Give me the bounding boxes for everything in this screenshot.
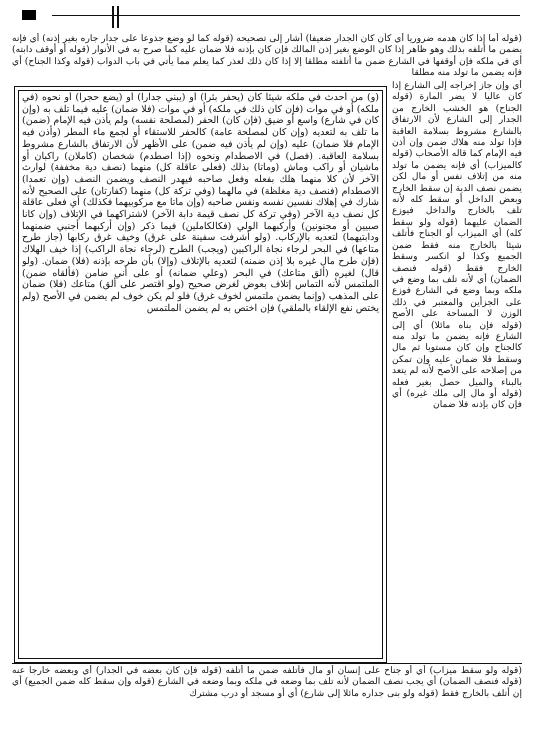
header-rule-tick [117, 6, 119, 28]
main-text-block: (و) من أحدث في ملكه شيئا كأن (يحفر بئرا) أو (يبني جدارا) أو (يضع حجرا) أو نحوه (في ملكه) أو في موات (فإن كان ذلك في ملكه) أو في موات (فلا ضمان) عليه فيما تلف به (وإن كان في شارع) واسع أو ضيق (فإن كان) الحفر (لمصلحة نفسه) ولم يأذن فيه الإمام (ضمن) ما تلف به لتعديه (وإن كان لمصلحة عامة) كالحفر للاستقاء أو لجمع ماء المطر (وأذن فيه الإمام فلا ضمان) عليه (وإن لم يأذن فيه ضمن) على الأظهر لأن الارتفاق بالشارع مشروط بسلامة العاقبة. (فصل) في الاصطدام ونحوه (إذا اصطدم) شخصان (كاملان) راكبان أو ماشيان أو راكب وماش (وماتا) بذلك (فعلى عاقلة كل) منهما (نصف دية مخففة) لوارث الآخر لأن كلا منهما هلك بفعله وفعل صاحبه فيهدر النصف ويضمن النصف (وإن تعمدا) الاصطدام (فنصف دية مغلظة) في مالهما (وفي تركة كل) منهما (كفارتان) على الصحيح لأنه شارك في إهلاك نفسين نفسه ونفس صاحبه (وإن ماتا مع مركوبيهما فكذلك) أي فعلى عاقلة كل نصف دية الآخر (وفي تركة كل نصف قيمة دابة الآخر) لاشتراكهما في الإتلاف (وإن كانا صبيين أو مجنونين) وأركبهما الولي (فكالكاملين) فيما ذكر (وإن أركبهما أجنبي ضمنهما ودابتيهما) لتعديه بالإركاب. (ولو أشرفت سفينة على غرق) وخيف غرق ركابها (جاز طرح متاعها) في البحر لرجاء نجاة الراكبين (ويجب) الطرح (لرجاء نجاة الراكب) إذا خيف الهلاك (فإن طرح مال غيره بلا إذن ضمنه) لتعديه بالإتلاف (وإلا) بأن طرحه بإذنه (فلا) ضمان. (ولو قال) لغيره (ألق متاعك) في البحر (وعلي ضمانه) أو على أني ضامن (فألقاه ضمن) الملتمس لأنه التماس إتلاف بعوض لغرض صحيح (ولو اقتصر على ألق) متاعك (فلا) ضمان على المذهب (وإنما يضمن ملتمس لخوف غرق) فلو لم يكن خوف لم يضمن في الأصح (ولم يختص نفع الإلقاء بالملقي) فإن اختص به لم يضمن الملتمس [22, 92, 379, 314]
header-rule-tick [112, 6, 114, 28]
bottom-margin-commentary: (قوله ولو سقط ميزاب) أي أو جناح على إنسان أو مال فأتلفه ضمن ما أتلفه (قوله فإن كان بعضه في الجدار) أي وبعضه خارجا عنه (قوله فنصف الضمان) أي يجب نصف الضمان لأنه تلف بما وضعه في ملكه وبما وضعه في الشارع (قوله وإن سقط كله ضمن الجميع) أي إن أتلف بالخارج فقط (قوله ولو بنى جداره مائلا إلى شارع) أي أو مسجد أو درب مشترك [12, 665, 522, 699]
corner-ink-mark [22, 10, 36, 20]
header-rule [52, 15, 520, 16]
side-margin-commentary: أي وإن جاز إخراجه إلى الشارع إذا كان عاليا لا يضر المارة (قوله الجناح) هو الخشب الخارج من الجدار إلى الشارع لأن الارتفاق بالشارع مشروط بسلامة العاقبة فإذا تولد منه هلاك ضمن وإن أذن فيه الإمام كما قاله الأصحاب (قوله كالميزاب) أي فإنه يضمن ما تولد منه من إتلاف نفس أو مال لكن يضمن نصف الدية إن سقط الخارج وبعض الداخل أو سقط كله لأنه تلف بالخارج والداخل فيوزع الضمان عليهما (قوله ولو سقط كله) أي الميزاب أو الجناح فأتلف شيئا بالخارج منه فقط ضمن الجميع وكذا لو انكسر وسقط الخارج فقط (قوله فنصف الضمان) أي لأنه تلف بما وضع في ملكه وبما وضع في الشارع فوزع على الجزأين والمعتبر في ذلك الوزن لا المساحة على الأصح (قوله فإن بناه مائلا) أي إلى الشارع فإنه يضمن ما تولد منه كالجناح وإن كان مستويا ثم مال وسقط فلا ضمان عليه وإن تمكن من إصلاحه على الأصح لأنه لم يتعد بالبناء والميل حصل بغير فعله (قوله أو مال إلى ملك غيره) أي فإن كان بإذنه فلا ضمان [392, 80, 522, 411]
top-margin-commentary: (قوله أما إذا كان هدمه ضروريا أي كأن كان الجدار ضعيفا) أشار إلى تصحيحه (قوله كما لو وضع جذوعا على جدار جاره بغير إذنه) أي فإنه يضمن ما أتلفه بذلك وهو ظاهر إذا كان الوضع بغير إذن المالك فإن كان بإذنه فلا ضمان عليه كما صرح به في الأنوار (قوله أو أوقف دابته) أي في ملكه فإن أوقفها في الشارع ضمن ما أتلفته مطلقا إلا إذا كان ذلك لعذر كما يعلم مما يأتي في باب الدواب (قوله وكذا الجناح) أي فإنه يضمن ما تولد منه مطلقا [12, 33, 522, 78]
footer-rule [12, 663, 522, 664]
